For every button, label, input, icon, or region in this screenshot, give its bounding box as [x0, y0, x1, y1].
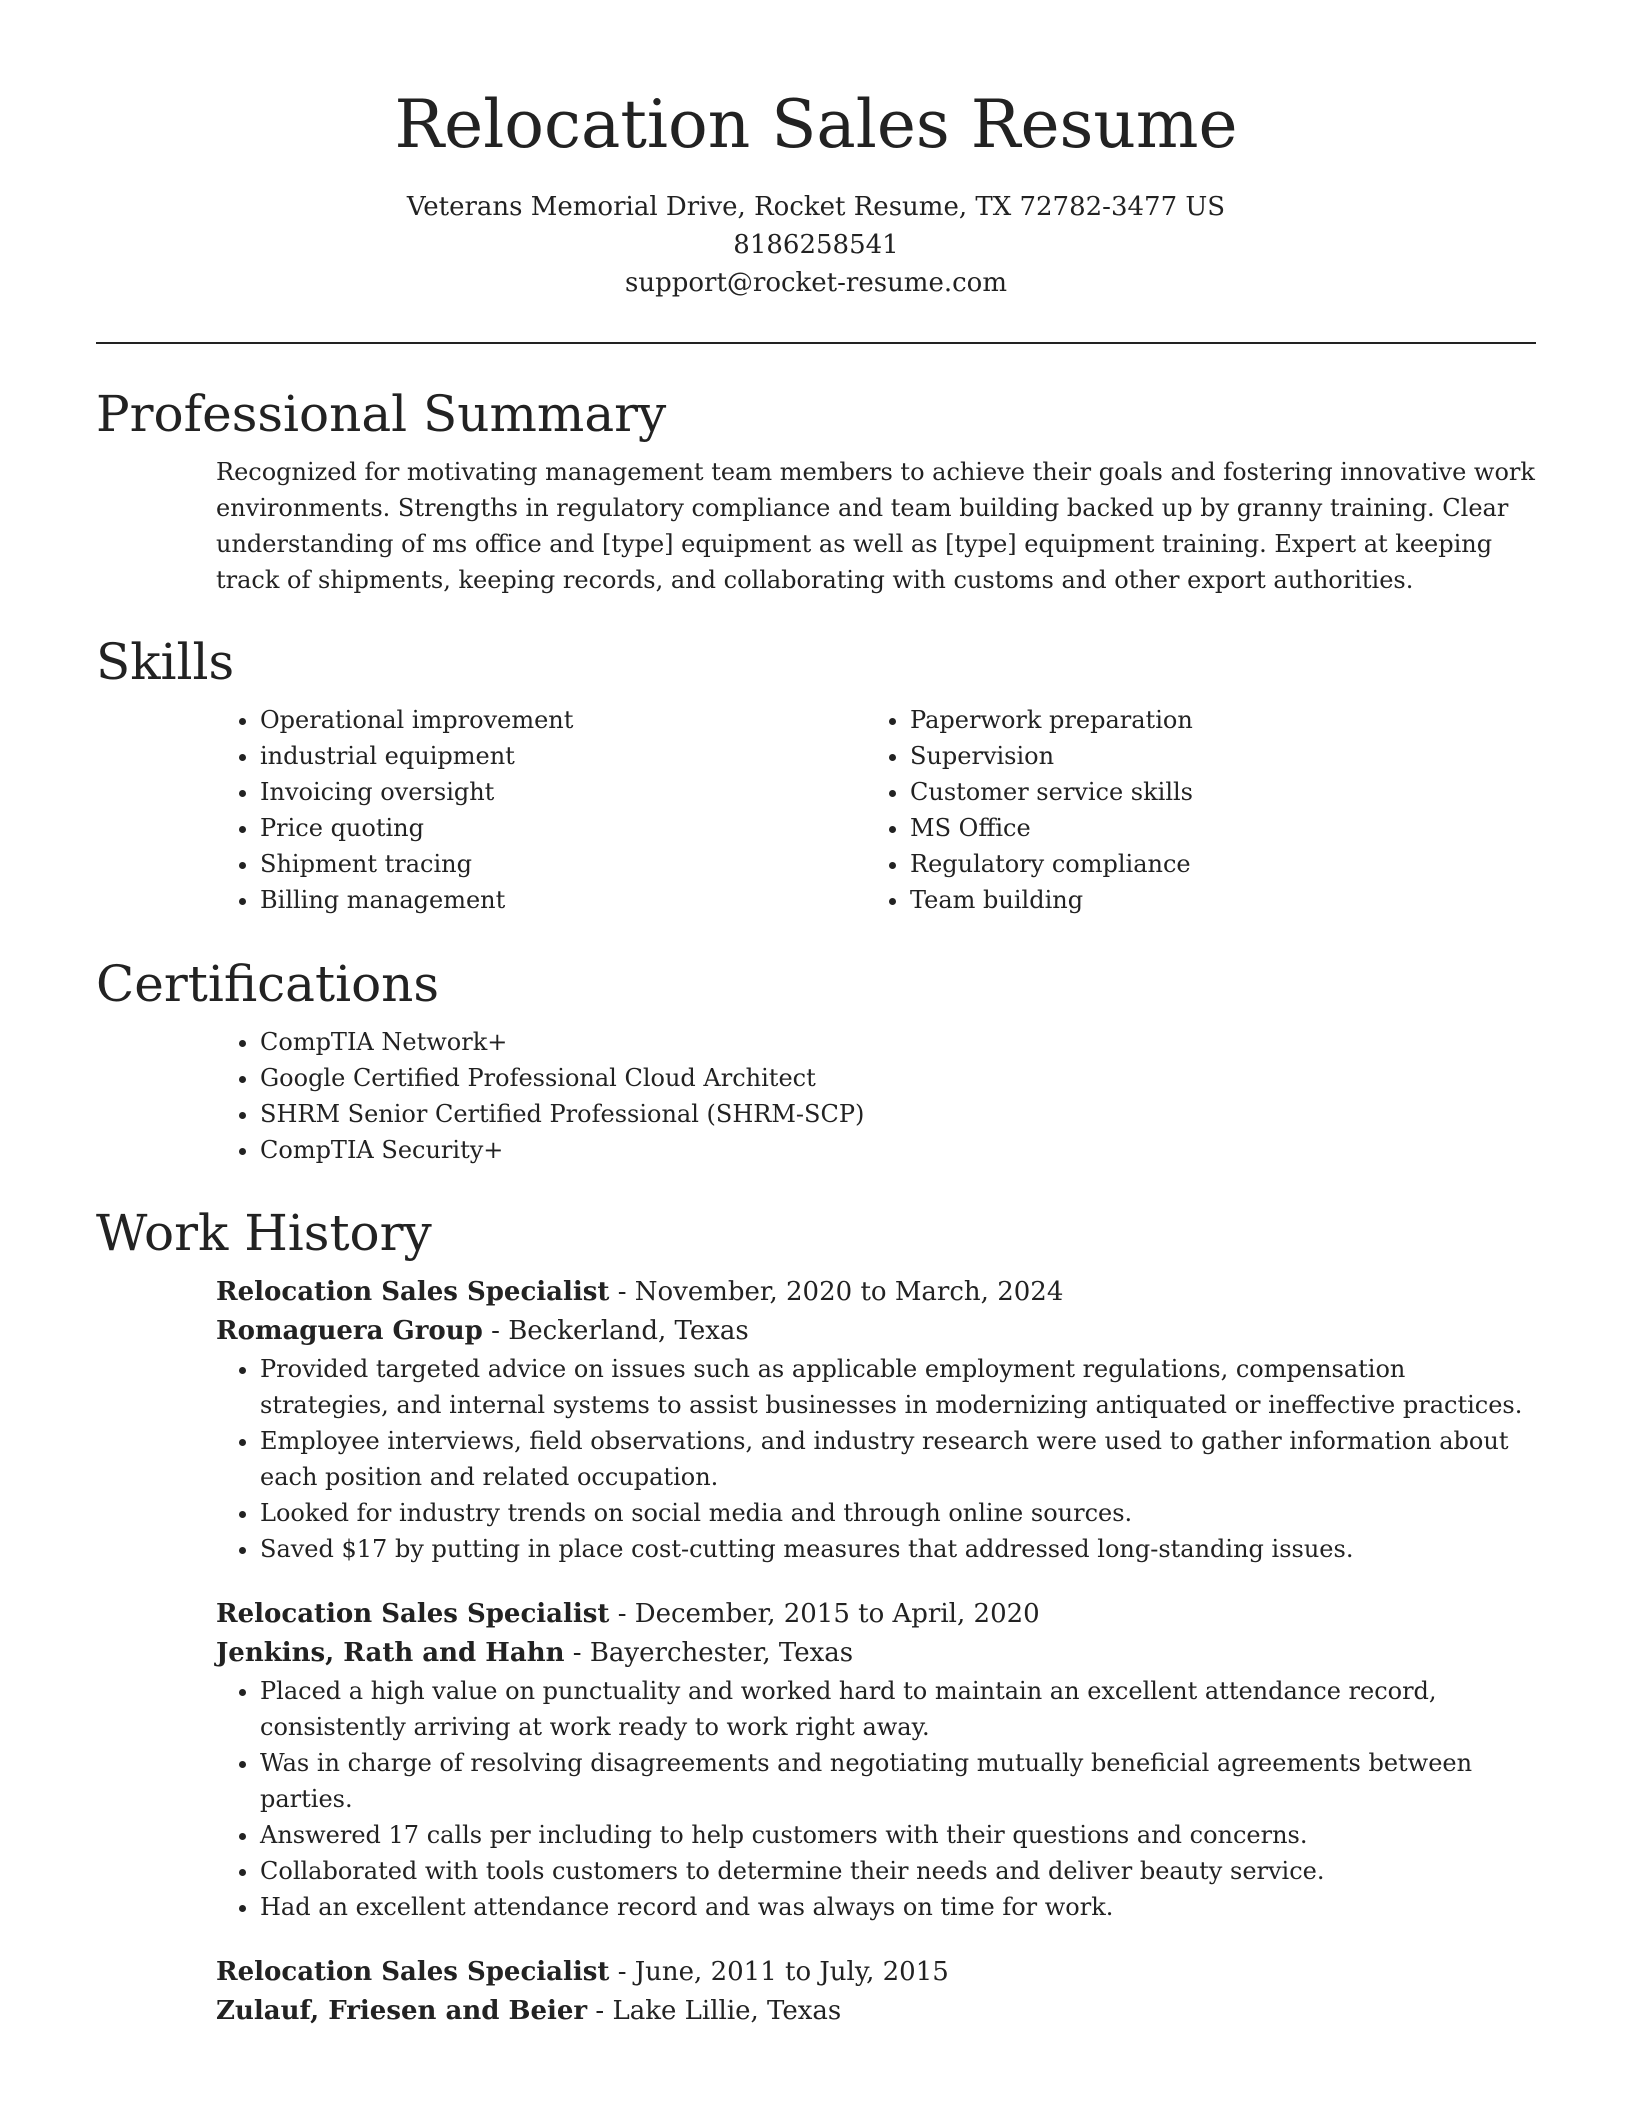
job-bullet: • Saved $17 by putting in place cost-cutting measures that addressed long-standing issues. — [260, 1531, 1536, 1567]
skill-item: • industrial equipment — [260, 738, 866, 774]
certifications-list — [216, 1024, 1536, 1168]
job-dates: June, 2011 to July, 2015 — [634, 1957, 949, 1987]
job-title-line: Relocation Sales Specialist - December, 2015 to April, 2020 — [216, 1599, 1040, 1629]
contact-email: support@rocket-resume.com — [624, 268, 1007, 298]
job-title: Relocation Sales Specialist — [216, 1957, 610, 1987]
certification-item: • SHRM Senior Certified Professional (SHRM-SCP) — [260, 1096, 1536, 1132]
contact-address: Veterans Memorial Drive, Rocket Resume, TX 72782-3477 US — [406, 192, 1226, 222]
contact-block — [96, 188, 1536, 302]
summary-section — [96, 382, 1536, 598]
skill-item: • Team building — [910, 882, 1516, 918]
job-bullet: • Collaborated with tools customers to determine their needs and deliver beauty service. — [260, 1853, 1536, 1889]
skill-item: • Paperwork preparation — [910, 702, 1516, 738]
job-company: Jenkins, Rath and Hahn — [216, 1638, 565, 1668]
skill-item: • Billing management — [260, 882, 866, 918]
skills-section — [96, 630, 1536, 918]
contact-phone: 8186258541 — [733, 230, 899, 260]
job-bullet: • Placed a high value on punctuality and worked hard to maintain an excellent attendance record, consistently arriving at work ready to work right away. — [260, 1673, 1536, 1745]
job-title-line: Relocation Sales Specialist - June, 2011 to July, 2015 — [216, 1957, 949, 1987]
skills-column-left — [216, 702, 866, 918]
skill-item: • Customer service skills — [910, 774, 1516, 810]
skill-item: • Regulatory compliance — [910, 846, 1516, 882]
job-company: Zulauf, Friesen and Beier — [216, 1996, 588, 2026]
job-title-line: Relocation Sales Specialist - November, 2020 to March, 2024 — [216, 1277, 1064, 1307]
job-company: Romaguera Group — [216, 1316, 483, 1346]
job-company-line: Jenkins, Rath and Hahn - Bayerchester, Texas — [216, 1638, 854, 1668]
certifications-section — [96, 952, 1536, 1168]
job-company-line: Zulauf, Friesen and Beier - Lake Lillie, Texas — [216, 1996, 842, 2026]
summary-text: Recognized for motivating management team members to achieve their goals and fostering innovative work environments. Strengths in regulatory compliance and team building backed up by granny training. Clear understanding of ms office and [type] equipment as well as [type] equipment training. Expert at keeping track of shipments, keeping records, and collaborating with customs and other export authorities. — [216, 458, 1535, 594]
job-entry — [216, 1953, 1536, 2031]
job-bullet: • Was in charge of resolving disagreements and negotiating mutually beneficial agreements between parties. — [260, 1745, 1536, 1817]
certification-item: • CompTIA Security+ — [260, 1132, 1536, 1168]
job-location: Bayerchester, Texas — [589, 1638, 854, 1668]
certification-item: • Google Certified Professional Cloud Architect — [260, 1060, 1536, 1096]
work-history-heading: Work History — [96, 1204, 432, 1262]
job-bullet: • Looked for industry trends on social media and through online sources. — [260, 1495, 1536, 1531]
job-bullets — [216, 1673, 1536, 1925]
job-bullet: • Had an excellent attendance record and was always on time for work. — [260, 1889, 1536, 1925]
job-bullet: • Provided targeted advice on issues such as applicable employment regulations, compensation strategies, and internal systems to assist businesses in modernizing antiquated or ineffective practices. — [260, 1351, 1536, 1423]
skills-heading: Skills — [96, 633, 235, 691]
skill-item: • Shipment tracing — [260, 846, 866, 882]
resume-title: Relocation Sales Resume — [394, 86, 1238, 163]
job-entry — [216, 1595, 1536, 1925]
job-location: Beckerland, Texas — [508, 1316, 749, 1346]
job-title: Relocation Sales Specialist — [216, 1277, 610, 1307]
summary-heading: Professional Summary — [96, 385, 667, 443]
job-title: Relocation Sales Specialist — [216, 1599, 610, 1629]
job-dates: November, 2020 to March, 2024 — [634, 1277, 1064, 1307]
skills-columns — [216, 702, 1536, 918]
job-entry — [216, 1273, 1536, 1567]
skill-item: • MS Office — [910, 810, 1516, 846]
job-bullet: • Answered 17 calls per including to help customers with their questions and concerns. — [260, 1817, 1536, 1853]
work-history-section — [96, 1201, 1536, 2031]
job-bullet: • Employee interviews, field observations, and industry research were used to gather information about each position and related occupation. — [260, 1423, 1536, 1495]
skill-item: • Supervision — [910, 738, 1516, 774]
job-location: Lake Lillie, Texas — [612, 1996, 842, 2026]
skill-item: • Price quoting — [260, 810, 866, 846]
resume-header — [96, 80, 1536, 302]
header-divider — [96, 342, 1536, 344]
certifications-heading: Certifications — [96, 955, 440, 1013]
certification-item: • CompTIA Network+ — [260, 1024, 1536, 1060]
skills-column-right — [866, 702, 1516, 918]
job-company-line: Romaguera Group - Beckerland, Texas — [216, 1316, 749, 1346]
skill-item: • Operational improvement — [260, 702, 866, 738]
skill-item: • Invoicing oversight — [260, 774, 866, 810]
job-bullets — [216, 1351, 1536, 1567]
job-dates: December, 2015 to April, 2020 — [634, 1599, 1040, 1629]
